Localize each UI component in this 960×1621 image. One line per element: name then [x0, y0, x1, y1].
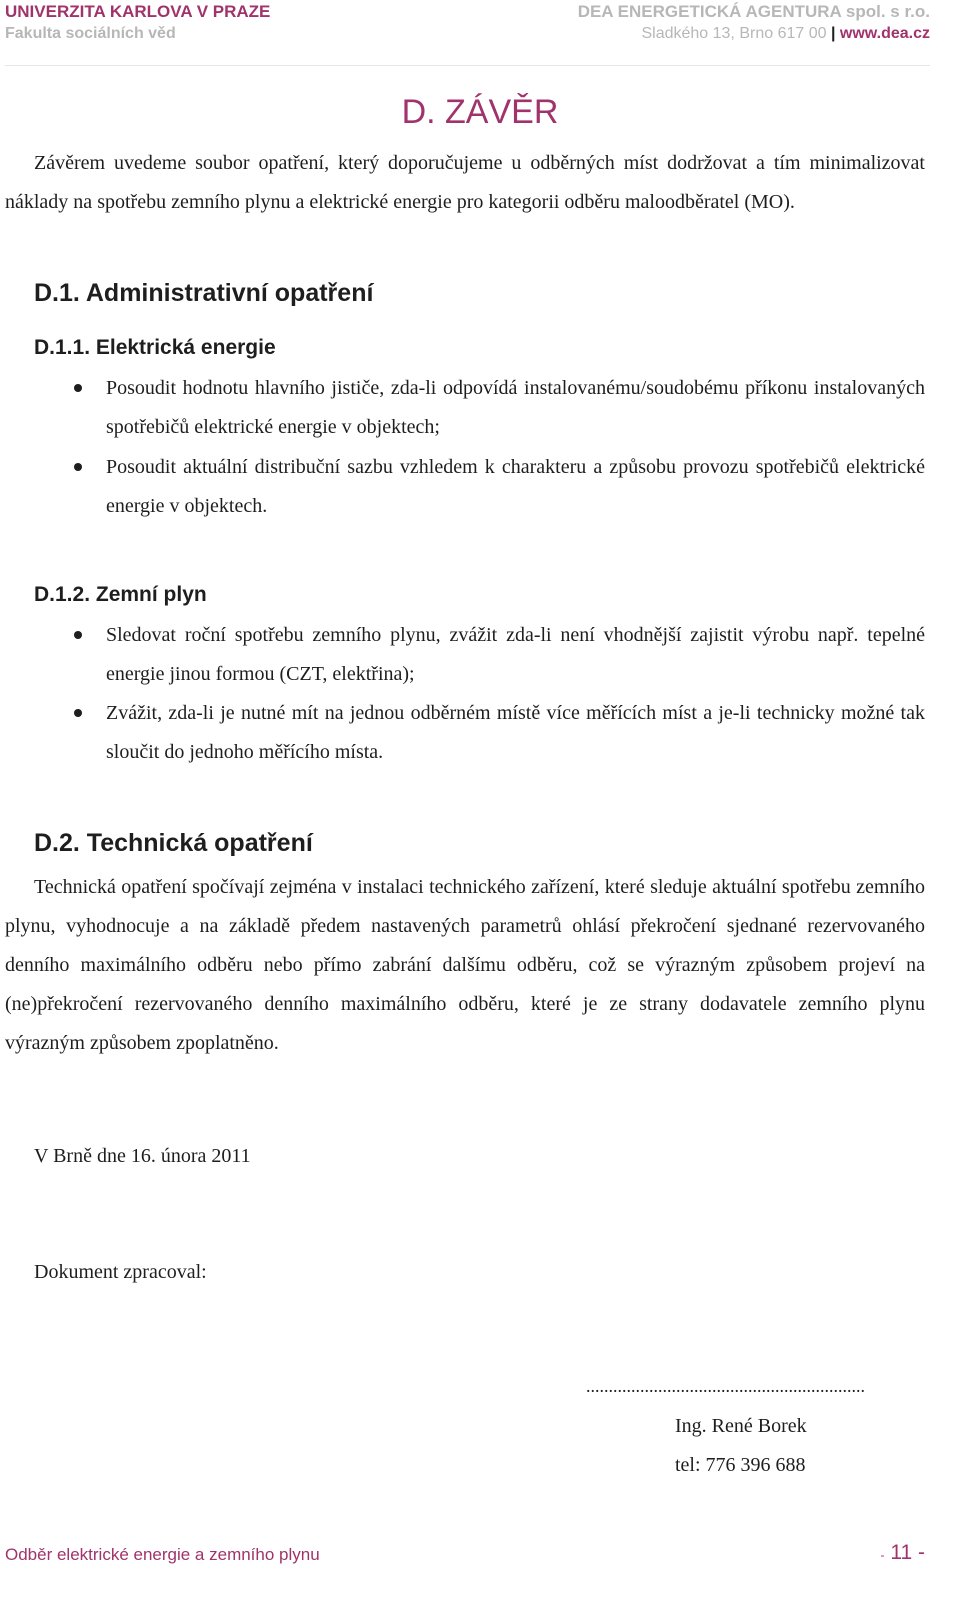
technical-paragraph: Technická opatření spočívají zejména v instalaci technického zařízení, které sleduje aktuální spotřebu zemního plynu, vyhodnocuje a na základě předem nastavených parametrů ohlásí překročení sjednané rezervovaného denního maximálního odběru nebo přímo zabrání dalšímu odběru, což se výrazným způsobem projeví na (ne)překročení rezervovaného denního maximálního odběru, které je ze strany dodavatele zemního plynu výrazným způsobem zpoplatněno.	[5, 876, 925, 1054]
list-item-electric-1	[106, 369, 925, 447]
list-item-text: Zvážit, zda-li je nutné mít na jednou odběrném místě více měřících míst a je-li technicky možné tak sloučit do jednoho měřícího místa.	[106, 702, 925, 763]
footer-document-title: Odběr elektrické energie a zemního plynu	[5, 1545, 320, 1564]
company-website-link[interactable]: www.dea.cz	[839, 25, 930, 42]
page-number	[881, 1541, 925, 1565]
page-number-value: 11 -	[890, 1541, 925, 1564]
page-title: D. ZÁVĚR	[401, 93, 559, 131]
section-heading-technical: D.2. Technická opatření	[34, 829, 313, 857]
list-item-text: Sledovat roční spotřebu zemního plynu, zvážit zda-li není vhodnější zajistit výrobu např. tepelné energie jinou formou (CZT, elektřina);	[106, 624, 925, 685]
bullet-icon	[74, 631, 82, 639]
place-and-date: V Brně dne 16. února 2011	[34, 1145, 251, 1167]
intro-paragraph: Závěrem uvedeme soubor opatření, který doporučujeme u odběrných míst dodržovat a tím minimalizovat náklady na spotřebu zemního plynu a elektrické energie pro kategorii odběru maloodběratel (MO).	[5, 152, 925, 213]
company-name: DEA ENERGETICKÁ AGENTURA spol. s r.o.	[577, 2, 930, 21]
list-item-text: Posoudit hodnotu hlavního jističe, zda-li odpovídá instalovanému/soudobému příkonu instalovaných spotřebičů elektrické energie v objektech;	[106, 377, 925, 438]
list-item-electric-2	[106, 448, 925, 526]
list-item-gas-1	[106, 616, 925, 694]
company-address: Sladkého 13, Brno 617 00	[641, 25, 827, 42]
company-address-line	[641, 25, 930, 43]
list-item-gas-2	[106, 694, 925, 772]
list-item-text: Posoudit aktuální distribuční sazbu vzhledem k charakteru a způsobu provozu spotřebičů elektrické energie v objektech.	[106, 456, 925, 517]
header-separator: |	[830, 25, 836, 42]
author-phone: tel: 776 396 688	[675, 1454, 806, 1476]
page-number-prefix: -	[880, 1548, 885, 1562]
faculty-name: Fakulta sociálních věd	[5, 25, 176, 42]
bullet-icon	[74, 384, 82, 392]
header-divider	[5, 65, 930, 66]
bullet-icon	[74, 463, 82, 471]
subsection-heading-electric: D.1.1. Elektrická energie	[34, 336, 276, 359]
author-name: Ing. René Borek	[675, 1415, 807, 1437]
prepared-by-label: Dokument zpracoval:	[34, 1261, 207, 1283]
university-name: UNIVERZITA KARLOVA V PRAZE	[5, 2, 271, 21]
subsection-heading-gas: D.1.2. Zemní plyn	[34, 583, 207, 606]
bullet-icon	[74, 709, 82, 717]
section-heading-administrative: D.1. Administrativní opatření	[34, 279, 374, 307]
signature-line: ..............................................................	[586, 1376, 865, 1396]
